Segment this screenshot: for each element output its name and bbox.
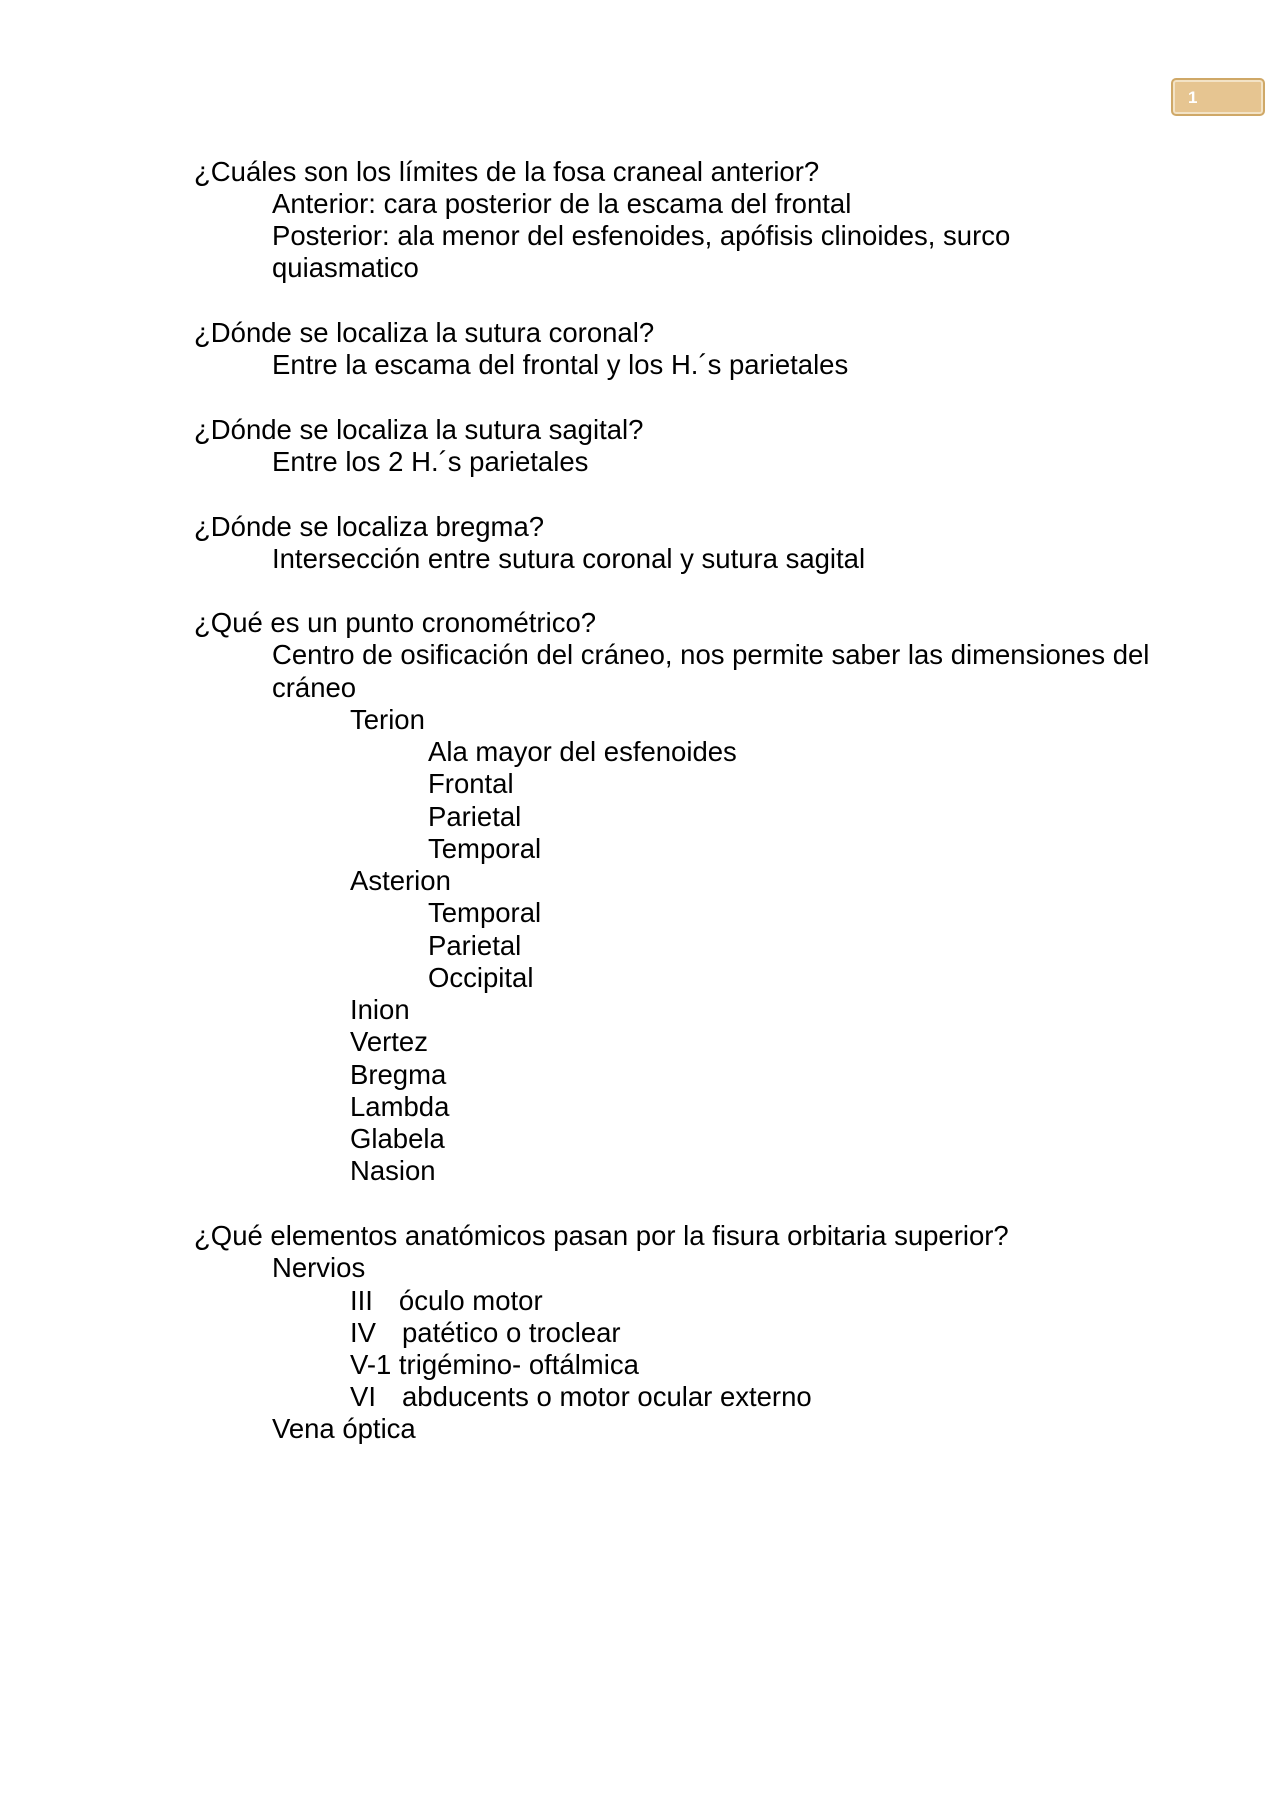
list-item-text: Terion bbox=[350, 704, 425, 735]
nerve-code: IV bbox=[350, 1317, 376, 1348]
nerve-name: trigémino- oftálmica bbox=[398, 1349, 639, 1380]
question-text: ¿Dónde se localiza bregma? bbox=[194, 511, 545, 542]
answer-text: cráneo bbox=[272, 672, 357, 703]
question-text: ¿Qué elementos anatómicos pasan por la fisura orbitaria superior? bbox=[194, 1220, 1009, 1251]
page-number-badge: 1 bbox=[1171, 78, 1265, 116]
sub-item-text: Parietal bbox=[428, 801, 522, 832]
nerve-code: VI bbox=[350, 1381, 376, 1412]
nerve-text bbox=[350, 1381, 812, 1413]
nerve-code: V-1 bbox=[350, 1349, 392, 1380]
answer-text: Entre los 2 H.´s parietales bbox=[272, 446, 589, 477]
answer-text: Vena óptica bbox=[272, 1413, 416, 1444]
nerve-code: III bbox=[350, 1285, 373, 1316]
answer-text: Entre la escama del frontal y los H.´s parietales bbox=[272, 349, 849, 380]
nerve-text bbox=[350, 1317, 621, 1349]
list-item-text: Asterion bbox=[350, 865, 451, 896]
nerve-text bbox=[350, 1349, 639, 1381]
answer-text: quiasmatico bbox=[272, 252, 419, 283]
question-text: ¿Qué es un punto cronométrico? bbox=[194, 607, 597, 638]
list-item-text: Inion bbox=[350, 994, 410, 1025]
sub-item-text: Ala mayor del esfenoides bbox=[428, 736, 737, 767]
sub-item-text: Frontal bbox=[428, 768, 514, 799]
question-text: ¿Dónde se localiza la sutura coronal? bbox=[194, 317, 655, 348]
list-item-text: Lambda bbox=[350, 1091, 450, 1122]
nerve-name: abducents o motor ocular externo bbox=[401, 1381, 812, 1412]
list-item-text: Bregma bbox=[350, 1059, 447, 1090]
nerve-name: patético o troclear bbox=[401, 1317, 621, 1348]
sub-item-text: Temporal bbox=[428, 833, 542, 864]
sub-item-text: Parietal bbox=[428, 930, 522, 961]
answer-text: Nervios bbox=[272, 1252, 366, 1283]
nerve-text bbox=[350, 1285, 543, 1317]
answer-text: Intersección entre sutura coronal y sutura sagital bbox=[272, 543, 866, 574]
answer-text: Posterior: ala menor del esfenoides, apófisis clinoides, surco bbox=[272, 220, 1011, 251]
answer-text: Centro de osificación del cráneo, nos permite saber las dimensiones del bbox=[272, 639, 1150, 670]
sub-item-text: Occipital bbox=[428, 962, 534, 993]
list-item-text: Glabela bbox=[350, 1123, 445, 1154]
sub-item-text: Temporal bbox=[428, 897, 542, 928]
answer-text: Anterior: cara posterior de la escama del frontal bbox=[272, 188, 852, 219]
nerve-name: óculo motor bbox=[398, 1285, 543, 1316]
list-item-text: Vertez bbox=[350, 1026, 428, 1057]
question-text: ¿Cuáles son los límites de la fosa craneal anterior? bbox=[194, 156, 820, 187]
question-text: ¿Dónde se localiza la sutura sagital? bbox=[194, 414, 644, 445]
list-item-text: Nasion bbox=[350, 1155, 436, 1186]
